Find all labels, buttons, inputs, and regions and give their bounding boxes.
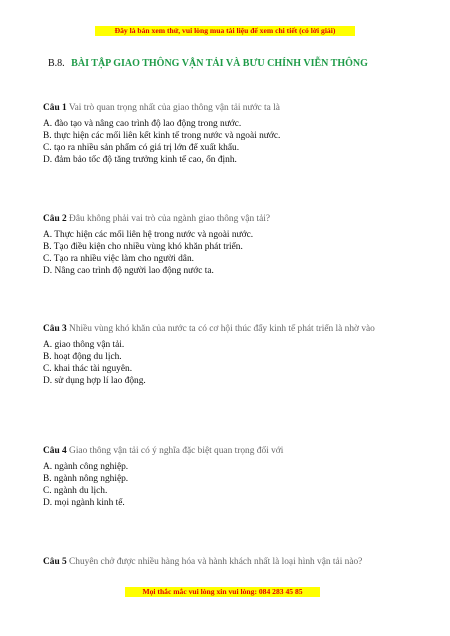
question-text: Giao thông vận tải có ý nghĩa đặc biệt quan trọng đối với xyxy=(69,446,284,456)
option-d: D. Nâng cao trình độ người lao động nước ta. xyxy=(43,266,214,276)
option-a: A. giao thông vận tải. xyxy=(43,340,125,350)
question-4 xyxy=(43,445,383,509)
question-2 xyxy=(43,213,383,277)
option-c: C. khai thác tài nguyên. xyxy=(43,364,133,374)
question-label: Câu 1 xyxy=(43,103,67,113)
question-text: Đâu không phải vai trò của ngành giao thông vận tải? xyxy=(69,214,271,224)
question-text: Nhiều vùng khó khăn của nước ta có cơ hội thúc đẩy kinh tế phát triển là nhờ vào xyxy=(69,324,375,334)
option-a: A. Thực hiện các mối liên hệ trong nước và ngoài nước. xyxy=(43,230,254,240)
option-d: D. sử dụng hợp lí lao động. xyxy=(43,376,146,386)
contact-footer: Mọi thắc mắc vui lòng xin vui lòng: 084 283 45 85 xyxy=(125,587,320,597)
question-label: Câu 5 xyxy=(43,557,67,567)
option-c: C. Tạo ra nhiều việc làm cho người dân. xyxy=(43,254,194,264)
question-3 xyxy=(43,323,383,387)
option-d: D. mọi ngành kinh tế. xyxy=(43,498,125,508)
question-5 xyxy=(43,556,383,568)
option-d: D. đảm bảo tốc độ tăng trưởng kinh tế cao, ổn định. xyxy=(43,155,237,165)
option-b: B. hoạt động du lịch. xyxy=(43,352,122,362)
question-1 xyxy=(43,102,383,166)
option-b: B. ngành nông nghiệp. xyxy=(43,474,129,484)
option-c: C. tạo ra nhiều sản phẩm có giá trị lớn để xuất khẩu. xyxy=(43,143,240,153)
option-a: A. ngành công nghiệp. xyxy=(43,462,129,472)
question-label: Câu 2 xyxy=(43,214,67,224)
question-text: Vai trò quan trọng nhất của giao thông vận tải nước ta là xyxy=(68,103,280,113)
question-text: Chuyên chở được nhiều hàng hóa và hành khách nhất là loại hình vận tải nào? xyxy=(69,557,363,567)
preview-banner: Đây là bản xem thử, vui lòng mua tài liệu để xem chi tiết (có lời giải) xyxy=(95,26,355,36)
option-a: A. đào tạo và nâng cao trình độ lao động trong nước. xyxy=(43,119,242,129)
question-label: Câu 4 xyxy=(43,446,67,456)
section-heading: BÀI TẬP GIAO THÔNG VẬN TẢI VÀ BƯU CHÍNH VIỄN THÔNG xyxy=(71,58,368,69)
section-number: B.8. xyxy=(48,58,65,69)
option-c: C. ngành du lịch. xyxy=(43,486,108,496)
question-label: Câu 3 xyxy=(43,324,67,334)
section-title xyxy=(48,58,408,69)
option-b: B. Tạo điều kiện cho nhiều vùng khó khăn phát triển. xyxy=(43,242,243,252)
option-b: B. thực hiện các mối liên kết kinh tế trong nước và ngoài nước. xyxy=(43,131,281,141)
